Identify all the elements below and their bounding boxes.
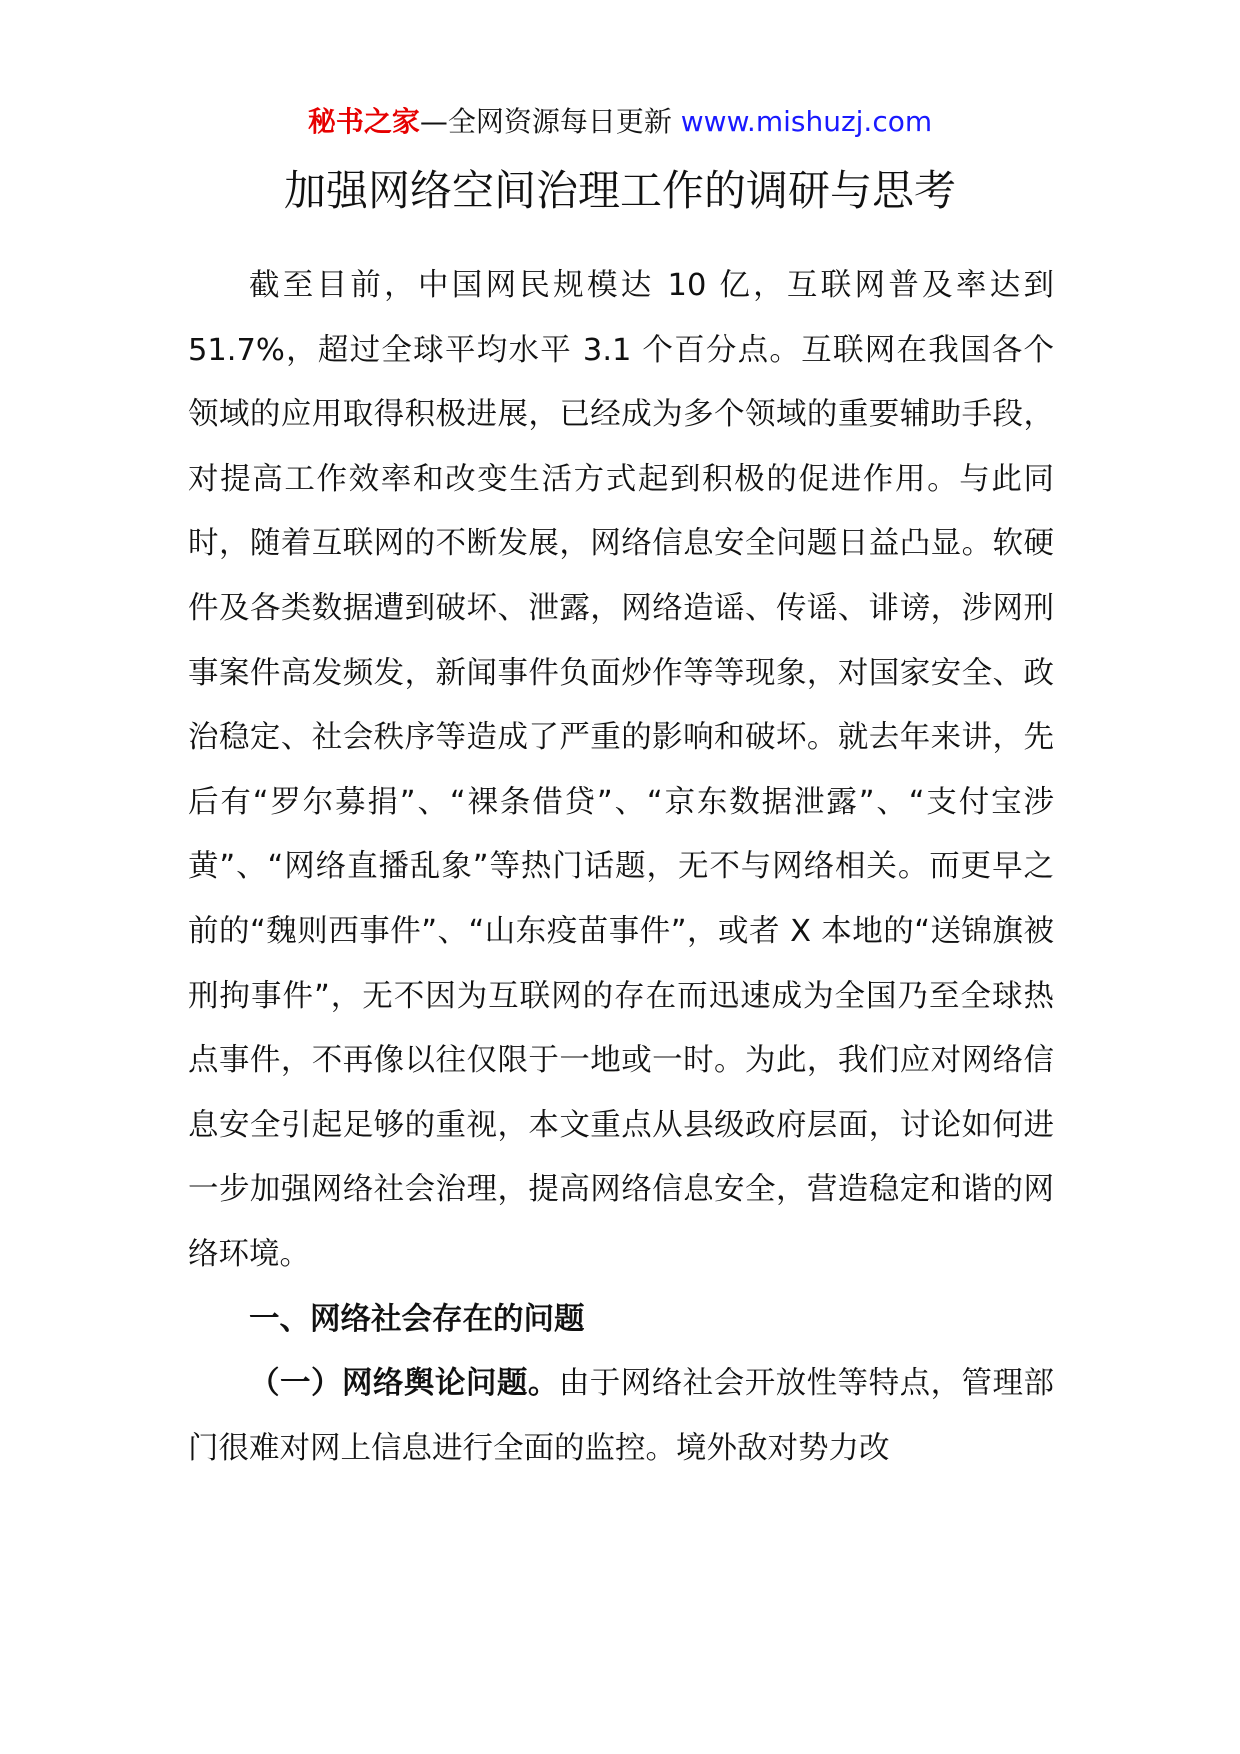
document-title: 加强网络空间治理工作的调研与思考: [283, 166, 956, 215]
site-header: [0, 102, 1240, 142]
subsection-heading: （一）网络舆论问题。: [249, 1366, 559, 1402]
document-body: [188, 254, 1054, 1481]
intro-paragraph: 截至目前，中国网民规模达 10 亿，互联网普及率达到 51.7%，超过全球平均水平 3.1 个百分点。互联网在我国各个领域的应用取得积极进展，已经成为多个领域的重要辅助手段，对提高工作效率和改变生活方式起到积极的促进作用。与此同时，随着互联网的不断发展，网络信息安全问题日益凸显。软硬件及各类数据遭到破坏、泄露，网络造谣、传谣、诽谤，涉网刑事案件高发频发，新闻事件负面炒作等等现象，对国家安全、政治稳定、社会秩序等造成了严重的影响和破坏。就去年来讲，先后有“罗尔募捐”、“裸条借贷”、“京东数据泄露”、“支付宝涉黄”、“网络直播乱象”等热门话题，无不与网络相关。而更早之前的“魏则西事件”、“山东疫苗事件”，或者 X 本地的“送锦旗被刑拘事件”，无不因为互联网的存在而迅速成为全国乃至全球热点事件，不再像以往仅限于一地或一时。为此，我们应对网络信息安全引起足够的重视，本文重点从县级政府层面，讨论如何进一步加强网络社会治理，提高网络信息安全，营造稳定和谐的网络环境。: [188, 268, 1054, 1272]
subsection-text: 由于网络社会开放性等特点，管理部门很难对网上信息进行全面的监控。境外敌对势力改: [188, 1366, 1055, 1466]
site-brand: 秘书之家: [307, 105, 420, 138]
section-heading: 一、网络社会存在的问题: [249, 1301, 585, 1337]
site-url: www.mishuzj.com: [680, 105, 933, 138]
subsection-paragraph: [188, 1352, 1054, 1481]
site-tagline: —全网资源每日更新: [419, 105, 681, 138]
